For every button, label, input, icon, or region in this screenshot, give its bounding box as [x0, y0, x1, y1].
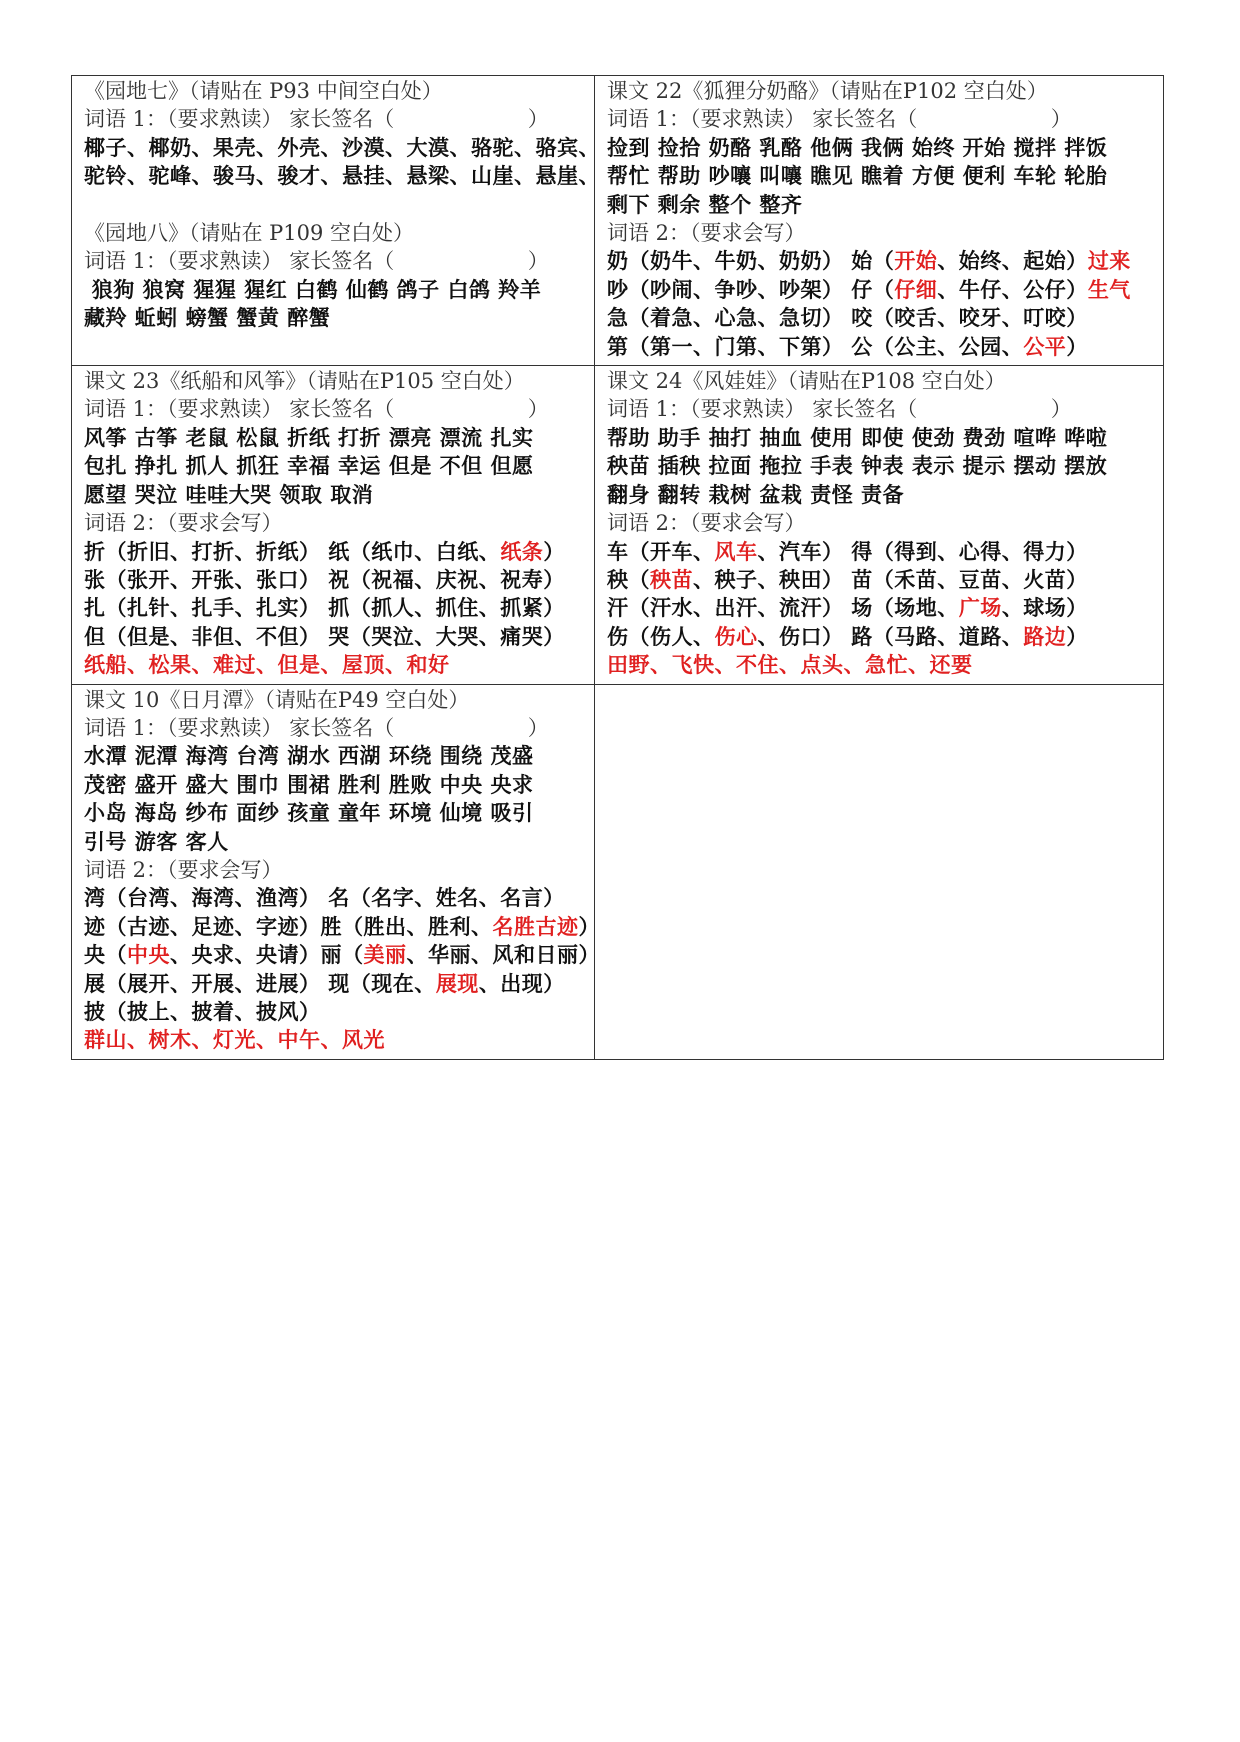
lesson22-write-row: 第（第一、门第、下第） 公（公主、公园、公平） — [607, 334, 1088, 359]
lesson22-write-row: 急（着急、心急、急切） 咬（咬舌、咬牙、叮咬） — [607, 306, 1088, 331]
cell-empty — [595, 684, 1164, 1059]
lesson23-write-row: 但（但是、非但、不但） 哭（哭泣、大哭、痛哭） — [84, 624, 565, 649]
lesson23-write-row: 折（折旧、打折、折纸） 纸（纸巾、白纸、纸条） — [84, 539, 565, 564]
lesson10-words1: 水潭 泥潭 海湾 台湾 湖水 西湖 环绕 围绕 茂盛 — [84, 744, 534, 769]
lesson10-write-row: 央（中央、央求、央请）丽（美丽、华丽、风和日丽） — [84, 943, 600, 968]
yuandi7-title: 《园地七》（请贴在 P93 中间空白处） — [84, 79, 443, 103]
cell-lesson24 — [595, 366, 1164, 684]
lesson10-write-row: 披（披上、披着、披风） — [84, 1000, 321, 1024]
lesson22-words1: 帮忙 帮助 吵嚷 叫嚷 瞧见 瞧着 方便 便利 车轮 轮胎 — [607, 164, 1108, 189]
yuandi8-line: 狼狗 狼窝 猩猩 猩红 白鹤 仙鹤 鸽子 白鸽 羚羊 — [84, 277, 542, 302]
lesson24-sub2: 词语 2：（要求会写） — [607, 511, 806, 536]
cell-yuandi — [72, 76, 600, 366]
lesson23-sub2: 词语 2：（要求会写） — [84, 511, 283, 536]
lesson10-title: 课文 10《日月潭》（请贴在P49 空白处） — [84, 687, 470, 712]
lesson22-sub2: 词语 2：（要求会写） — [607, 221, 806, 246]
lesson24-write-row: 伤（伤人、伤心、伤口） 路（马路、道路、路边） — [607, 624, 1088, 649]
lesson10-sub2: 词语 2：（要求会写） — [84, 857, 283, 882]
yuandi7-line: 驼铃、驼峰、骏马、骏才、悬挂、悬梁、山崖、悬崖、 — [84, 164, 600, 189]
lesson22-words1: 捡到 捡拾 奶酪 乳酪 他俩 我俩 始终 开始 搅拌 拌饭 — [607, 135, 1108, 160]
lesson10-sub1: 词语 1：（要求熟读） 家长签名（ ） — [84, 715, 549, 740]
lesson23-title: 课文 23《纸船和风筝》（请贴在P105 空白处） — [84, 369, 525, 394]
yuandi7-line: 椰子、椰奶、果壳、外壳、沙漠、大漠、骆驼、骆宾、 — [84, 135, 600, 160]
spacer — [84, 191, 584, 219]
worksheet-table — [71, 75, 1164, 1060]
lesson22-write-row: 奶（奶牛、牛奶、奶奶） 始（开始、始终、起始）过来 — [607, 249, 1131, 274]
cell-lesson10 — [72, 684, 600, 1059]
lesson23-sub1: 词语 1：（要求熟读） 家长签名（ ） — [84, 397, 549, 422]
lesson24-words1: 秧苗 插秧 拉面 拖拉 手表 钟表 表示 提示 摆动 摆放 — [607, 454, 1108, 479]
lesson10-words1: 茂密 盛开 盛大 围巾 围裙 胜利 胜败 中央 央求 — [84, 772, 534, 797]
cell-lesson22 — [595, 76, 1164, 366]
lesson24-write-row: 汗（汗水、出汗、流汗） 场（场地、广场、球场） — [607, 596, 1088, 621]
lesson23-red-line: 纸船、松果、难过、但是、屋顶、和好 — [84, 653, 450, 678]
lesson23-write-row: 扎（扎针、扎手、扎实） 抓（抓人、抓住、抓紧） — [84, 596, 565, 621]
lesson24-red-line: 田野、飞快、不住、点头、急忙、还要 — [607, 653, 973, 678]
lesson24-write-row: 车（开车、风车、汽车） 得（得到、心得、得力） — [607, 539, 1088, 564]
lesson22-write-row: 吵（吵闹、争吵、吵架） 仔（仔细、牛仔、公仔）生气 — [607, 277, 1131, 302]
lesson24-words1: 翻身 翻转 栽树 盆栽 责怪 责备 — [607, 482, 905, 507]
lesson23-words1: 愿望 哭泣 哇哇大哭 领取 取消 — [84, 482, 374, 507]
yuandi8-title: 《园地八》（请贴在 P109 空白处） — [84, 221, 415, 246]
lesson24-write-row: 秧（秧苗、秧子、秧田） 苗（禾苗、豆苗、火苗） — [607, 567, 1088, 592]
yuandi8-line: 藏羚 蚯蚓 螃蟹 蟹黄 醉蟹 — [84, 306, 331, 331]
lesson10-write-row: 迹（古迹、足迹、字迹）胜（胜出、胜利、名胜古迹） — [84, 914, 600, 939]
lesson10-words1: 小岛 海岛 纱布 面纱 孩童 童年 环境 仙境 吸引 — [84, 801, 534, 826]
lesson23-words1: 包扎 挣扎 抓人 抓狂 幸福 幸运 但是 不但 但愿 — [84, 454, 534, 479]
yuandi7-sub1: 词语 1：（要求熟读） 家长签名（ ） — [84, 107, 549, 132]
yuandi8-sub1: 词语 1：（要求熟读） 家长签名（ ） — [84, 249, 549, 274]
lesson23-write-row: 张（张开、开张、张口） 祝（祝福、庆祝、祝寿） — [84, 567, 565, 592]
lesson24-title: 课文 24《风娃娃》（请贴在P108 空白处） — [607, 369, 1006, 394]
lesson22-words1: 剩下 剩余 整个 整齐 — [607, 192, 803, 217]
lesson24-sub1: 词语 1：（要求熟读） 家长签名（ ） — [607, 397, 1072, 422]
lesson10-write-row: 湾（台湾、海湾、渔湾） 名（名字、姓名、名言） — [84, 886, 565, 911]
cell-lesson23 — [72, 366, 595, 684]
lesson10-red-line: 群山、树木、灯光、中午、风光 — [84, 1028, 385, 1053]
lesson10-write-row: 展（展开、开展、进展） 现（现在、展现、出现） — [84, 971, 565, 996]
lesson23-words1: 风筝 古筝 老鼠 松鼠 折纸 打折 漂亮 漂流 扎实 — [84, 425, 534, 450]
lesson22-sub1: 词语 1：（要求熟读） 家长签名（ ） — [607, 107, 1072, 132]
lesson22-title: 课文 22《狐狸分奶酪》（请贴在P102 空白处） — [607, 79, 1048, 103]
lesson10-words1: 引号 游客 客人 — [84, 829, 229, 854]
lesson24-words1: 帮助 助手 抽打 抽血 使用 即使 使劲 费劲 喧哗 哗啦 — [607, 425, 1108, 450]
